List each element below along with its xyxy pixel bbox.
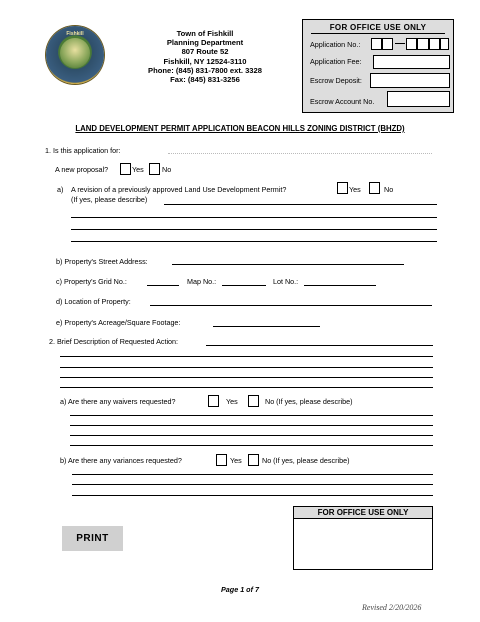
new-proposal-no-checkbox[interactable] bbox=[149, 163, 160, 175]
application-fee-label: Application Fee: bbox=[310, 57, 362, 66]
revision-description-line-1[interactable] bbox=[164, 204, 437, 205]
new-proposal-yes-label: Yes bbox=[132, 165, 144, 174]
application-no-label: Application No.: bbox=[310, 40, 361, 49]
variances-no-checkbox[interactable] bbox=[248, 454, 259, 466]
escrow-account-field[interactable] bbox=[387, 91, 450, 107]
variances-yes-checkbox[interactable] bbox=[216, 454, 227, 466]
street-address-label: b) Property's Street Address: bbox=[56, 257, 148, 266]
fax-number: Fax: (845) 831-3256 bbox=[170, 75, 240, 85]
revision-description-line-4[interactable] bbox=[71, 241, 437, 242]
department-name: Planning Department bbox=[166, 38, 244, 48]
application-no-box-2[interactable] bbox=[382, 38, 393, 50]
waivers-question: a) Are there any waivers requested? bbox=[60, 397, 176, 406]
office-use-divider bbox=[311, 33, 445, 34]
application-no-box-1[interactable] bbox=[371, 38, 382, 50]
requested-action-line-5[interactable] bbox=[60, 387, 433, 388]
variances-description-line-1[interactable] bbox=[72, 474, 433, 475]
application-no-box-4[interactable] bbox=[417, 38, 429, 50]
requested-action-line-4[interactable] bbox=[60, 377, 433, 378]
street-address: 807 Route 52 bbox=[181, 47, 229, 57]
street-address-field[interactable] bbox=[172, 264, 404, 265]
office-use-box-bottom bbox=[293, 506, 433, 570]
requested-action-line-3[interactable] bbox=[60, 367, 433, 368]
q1-label: 1. Is this application for: bbox=[45, 146, 121, 155]
new-proposal-no-label: No bbox=[162, 165, 172, 174]
waivers-yes-label: Yes bbox=[226, 397, 238, 406]
page-number: Page 1 of 7 bbox=[221, 585, 259, 594]
waivers-no-checkbox[interactable] bbox=[248, 395, 259, 407]
q2-label: 2. Brief Description of Requested Action: bbox=[49, 337, 179, 346]
escrow-deposit-label: Escrow Deposit: bbox=[310, 76, 362, 85]
q1a-marker: a) bbox=[57, 185, 64, 194]
application-no-dash bbox=[395, 43, 405, 44]
location-field[interactable] bbox=[150, 305, 432, 306]
seal-emblem bbox=[60, 38, 90, 68]
location-label: d) Location of Property: bbox=[56, 297, 131, 306]
requested-action-line-2[interactable] bbox=[60, 356, 433, 357]
grid-no-field[interactable] bbox=[147, 285, 179, 286]
acreage-field[interactable] bbox=[213, 326, 320, 327]
waivers-description-line-2[interactable] bbox=[70, 425, 433, 426]
town-address-block bbox=[130, 29, 280, 84]
phone-number: Phone: (845) 831-7800 ext. 3328 bbox=[148, 65, 262, 75]
revision-yes-checkbox[interactable] bbox=[337, 182, 348, 194]
office-use-box bbox=[302, 19, 454, 113]
lot-no-field[interactable] bbox=[304, 285, 376, 286]
variances-question: b) Are there any variances requested? bbox=[60, 456, 182, 465]
variances-description-line-3[interactable] bbox=[72, 495, 433, 496]
application-no-box-5[interactable] bbox=[429, 38, 440, 50]
new-proposal-yes-checkbox[interactable] bbox=[120, 163, 131, 175]
waivers-no-label: No (If yes, please describe) bbox=[265, 397, 353, 406]
print-button[interactable]: PRINT bbox=[62, 526, 123, 551]
form-title: LAND DEVELOPMENT PERMIT APPLICATION BEACON HILLS ZONING DISTRICT (BHZD) bbox=[75, 124, 405, 133]
q1a-revision-question: A revision of a previously approved Land Use Development Permit? bbox=[71, 185, 287, 194]
revision-yes-label: Yes bbox=[349, 185, 361, 194]
requested-action-line-1[interactable] bbox=[206, 345, 433, 346]
office-use-bottom-title: FOR OFFICE USE ONLY bbox=[294, 507, 432, 519]
grid-no-label: c) Property's Grid No.: bbox=[56, 277, 127, 286]
variances-description-line-2[interactable] bbox=[72, 484, 433, 485]
lot-no-label: Lot No.: bbox=[273, 277, 299, 286]
revision-describe-note: (If yes, please describe) bbox=[71, 195, 148, 204]
revision-no-label: No bbox=[384, 185, 394, 194]
escrow-account-label: Escrow Account No. bbox=[310, 97, 375, 106]
revision-date: Revised 2/20/2026 bbox=[362, 603, 422, 612]
waivers-description-line-1[interactable] bbox=[70, 415, 433, 416]
town-name: Town of Fishkill bbox=[176, 29, 234, 38]
variances-no-label: No (If yes, please describe) bbox=[262, 456, 350, 465]
seal-lettering: Fishkill bbox=[66, 31, 84, 37]
application-no-box-3[interactable] bbox=[406, 38, 417, 50]
city-state-zip: Fishkill, NY 12524-3110 bbox=[163, 56, 247, 66]
new-proposal-label: A new proposal? bbox=[55, 165, 109, 174]
acreage-label: e) Property's Acreage/Square Footage: bbox=[56, 318, 181, 327]
escrow-deposit-field[interactable] bbox=[370, 73, 450, 88]
waivers-yes-checkbox[interactable] bbox=[208, 395, 219, 407]
variances-yes-label: Yes bbox=[230, 456, 242, 465]
revision-no-checkbox[interactable] bbox=[369, 182, 380, 194]
town-seal-logo bbox=[46, 26, 104, 84]
waivers-description-line-3[interactable] bbox=[70, 435, 433, 436]
map-no-field[interactable] bbox=[222, 285, 266, 286]
q1-answer-line bbox=[168, 153, 432, 154]
revision-description-line-3[interactable] bbox=[71, 229, 437, 230]
map-no-label: Map No.: bbox=[187, 277, 217, 286]
office-use-title: FOR OFFICE USE ONLY bbox=[329, 23, 427, 32]
application-no-box-6[interactable] bbox=[440, 38, 449, 50]
revision-description-line-2[interactable] bbox=[71, 217, 437, 218]
application-fee-field[interactable] bbox=[373, 55, 450, 69]
waivers-description-line-4[interactable] bbox=[70, 445, 433, 446]
